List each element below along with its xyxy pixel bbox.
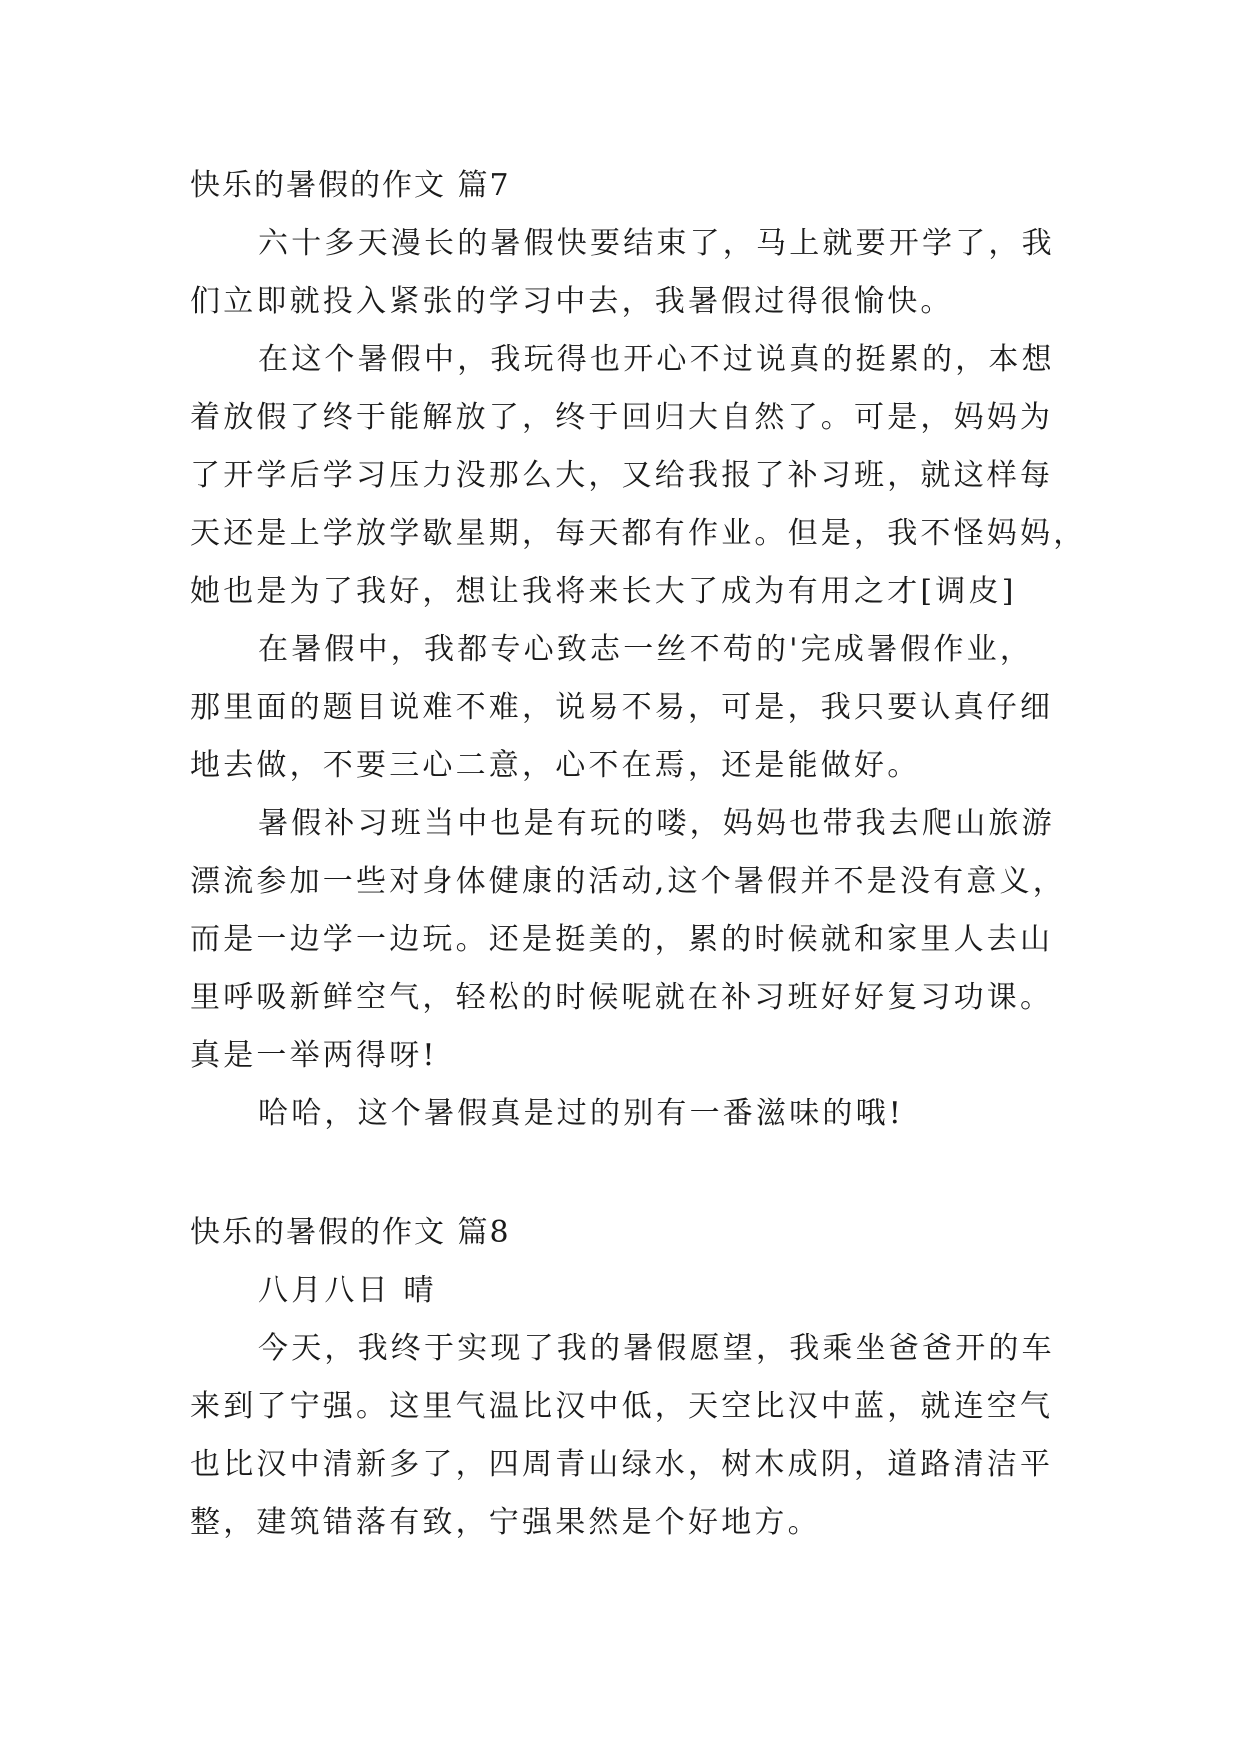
- paragraph-line: 她也是为了我好，想让我将来长大了成为有用之才[调皮]: [190, 574, 1017, 609]
- date-weather-line: 八月八日 晴: [258, 1273, 437, 1308]
- paragraph-line: 着放假了终于能解放了，终于回归大自然了。可是，妈妈为: [190, 400, 1054, 435]
- paragraph-line: 们立即就投入紧张的学习中去，我暑假过得很愉快。: [190, 284, 954, 319]
- paragraph-line: 哈哈，这个暑假真是过的别有一番滋味的哦!: [258, 1096, 905, 1131]
- paragraph-line: 整，建筑错落有致，宁强果然是个好地方。: [190, 1505, 821, 1540]
- paragraph-line: 漂流参加一些对身体健康的活动,这个暑假并不是没有意义，: [190, 864, 1066, 899]
- paragraph-line: 在这个暑假中，我玩得也开心不过说真的挺累的，本想: [258, 342, 1055, 377]
- paragraph-line: 而是一边学一边玩。还是挺美的，累的时候就和家里人去山: [190, 922, 1054, 957]
- paragraph-line: 真是一举两得呀!: [190, 1038, 438, 1073]
- paragraph-line: 那里面的题目说难不难，说易不易，可是，我只要认真仔细: [190, 690, 1054, 725]
- paragraph-line: 暑假补习班当中也是有玩的喽，妈妈也带我去爬山旅游: [258, 806, 1055, 841]
- paragraph-line: 今天，我终于实现了我的暑假愿望，我乘坐爸爸开的车: [258, 1331, 1055, 1366]
- section-heading-8: 快乐的暑假的作文 篇8: [190, 1215, 511, 1250]
- paragraph-line: 里呼吸新鲜空气，轻松的时候呢就在补习班好好复习功课。: [190, 980, 1054, 1015]
- paragraph-line: 也比汉中清新多了，四周青山绿水，树木成阴，道路清洁平: [190, 1447, 1054, 1482]
- paragraph-line: 地去做，不要三心二意，心不在焉，还是能做好。: [190, 748, 921, 783]
- paragraph-line: 来到了宁强。这里气温比汉中低，天空比汉中蓝，就连空气: [190, 1389, 1054, 1424]
- paragraph-line: 六十多天漫长的暑假快要结束了，马上就要开学了，我: [258, 226, 1055, 261]
- paragraph-line: 天还是上学放学歇星期，每天都有作业。但是，我不怪妈妈，: [190, 516, 1087, 551]
- section-heading-7: 快乐的暑假的作文 篇7: [190, 168, 511, 203]
- paragraph-line: 在暑假中，我都专心致志一丝不苟的'完成暑假作业，: [258, 632, 1034, 667]
- paragraph-line: 了开学后学习压力没那么大，又给我报了补习班，就这样每: [190, 458, 1054, 493]
